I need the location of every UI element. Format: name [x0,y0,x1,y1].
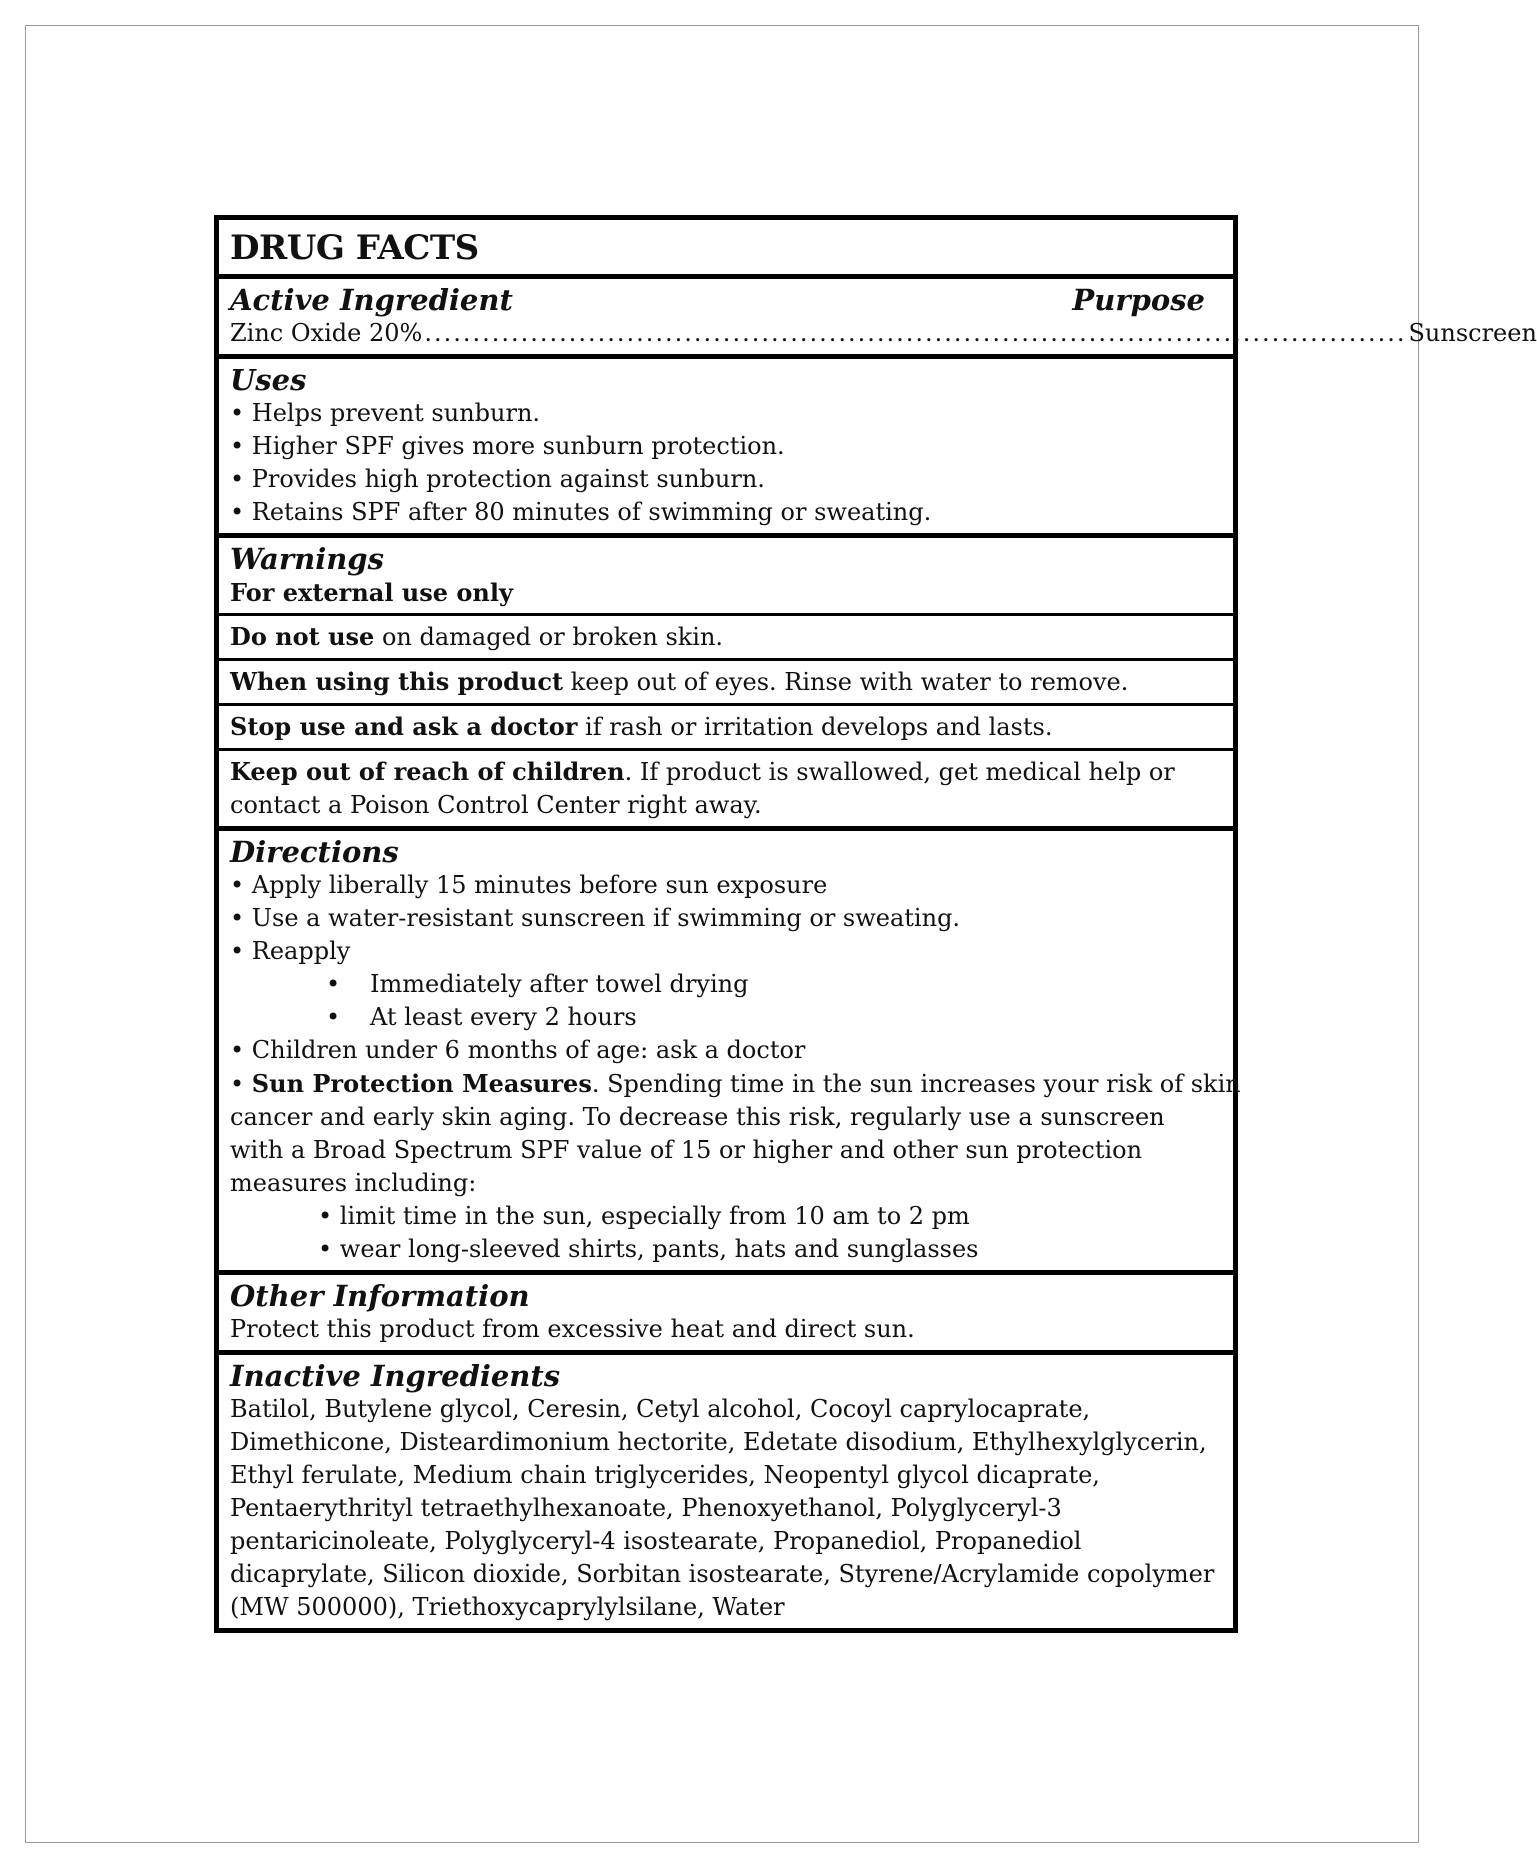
ingredients-line: (MW 500000), Triethoxycaprylylsilane, Water [230,1593,785,1621]
warnings-section [219,533,1233,613]
when-using-text: keep out of eyes. Rinse with water to remove. [563,668,1129,696]
list-item: • limit time in the sun, especially from 10 am to 2 pm [318,1202,970,1230]
list-item: • Retains SPF after 80 minutes of swimming or sweating. [230,498,932,526]
list-item: • Reapply [230,937,351,965]
uses-heading: Uses [230,363,307,397]
inactive-ingredients-section [219,1350,1233,1628]
list-item: • Helps prevent sunburn. [230,399,541,427]
list-item: • Children under 6 months of age: ask a doctor [230,1036,806,1064]
do-not-use-label: Do not use [230,622,375,651]
ingredients-line: pentaricinoleate, Polyglyceryl-4 isostearate, Propanediol, Propanediol [230,1527,1082,1555]
sub-item-text: Immediately after towel drying [370,970,749,998]
sun-protection-text: cancer and early skin aging. To decrease this risk, regularly use a sunscreen [230,1103,1165,1131]
uses-section [219,354,1233,533]
ingredients-line: Ethyl ferulate, Medium chain triglycerides, Neopentyl glycol dicaprate, [230,1461,1100,1489]
list-item: • Higher SPF gives more sunburn protection. [230,432,785,460]
sub-item-text: At least every 2 hours [370,1003,637,1031]
sun-protection-label: Sun Protection Measures [251,1069,592,1098]
bullet: • [326,970,341,998]
bullet: • [326,1003,341,1031]
active-ingredient-name: Zinc Oxide 20% [230,319,423,347]
do-not-use-section [219,613,1233,658]
keep-out-section [219,748,1233,826]
list-item [230,1001,1233,1034]
other-information-text: Protect this product from excessive heat and direct sun. [230,1315,915,1343]
ingredients-line: dicaprylate, Silicon dioxide, Sorbitan isostearate, Styrene/Acrylamide copolymer [230,1560,1215,1588]
sun-protection-text: measures including: [230,1169,477,1197]
ingredients-line: Dimethicone, Disteardimonium hectorite, Edetate disodium, Ethylhexylglycerin, [230,1428,1207,1456]
bullet: • [230,1070,252,1098]
list-item: • Use a water-resistant sunscreen if swimming or sweating. [230,904,961,932]
directions-section [219,826,1241,1270]
when-using-section [219,658,1233,703]
stop-use-text: if rash or irritation develops and lasts. [577,713,1053,741]
label-title: DRUG FACTS [230,228,479,268]
external-use-text: For external use only [230,578,513,607]
list-item: • wear long-sleeved shirts, pants, hats and sunglasses [318,1235,979,1263]
do-not-use-text: on damaged or broken skin. [374,623,724,651]
list-item: • Provides high protection against sunburn. [230,465,765,493]
active-ingredient-purpose: Sunscreen [1408,319,1537,347]
ingredients-line: Pentaerythrityl tetraethylhexanoate, Phenoxyethanol, Polyglyceryl-3 [230,1494,1062,1522]
other-information-section [219,1270,1233,1350]
keep-out-text-2: contact a Poison Control Center right away. [230,791,762,819]
when-using-label: When using this product [230,667,564,696]
active-ingredient-heading: Active Ingredient [230,283,513,317]
keep-out-text: . If product is swallowed, get medical help or [624,758,1175,786]
stop-use-label: Stop use and ask a doctor [230,712,578,741]
sun-protection-text: . Spending time in the sun increases your risk of skin [591,1070,1241,1098]
list-item: • Apply liberally 15 minutes before sun exposure [230,871,828,899]
inactive-ingredients-heading: Inactive Ingredients [230,1359,561,1393]
dot-leader: ...................................................................................................... [424,319,1407,347]
ingredients-line: Batilol, Butylene glycol, Ceresin, Cetyl alcohol, Cocoyl caprylocaprate, [230,1395,1091,1423]
warnings-heading: Warnings [230,542,384,576]
drug-facts-label [214,215,1537,1633]
list-item [230,968,1233,1001]
sun-protection-text: with a Broad Spectrum SPF value of 15 or higher and other sun protection [230,1136,1143,1164]
title-section [219,220,1233,274]
directions-heading: Directions [230,835,399,869]
stop-use-section [219,703,1233,748]
other-information-heading: Other Information [230,1279,530,1313]
active-ingredient-section [219,274,1537,354]
keep-out-label: Keep out of reach of children [230,757,625,786]
purpose-heading: Purpose [1072,283,1205,317]
